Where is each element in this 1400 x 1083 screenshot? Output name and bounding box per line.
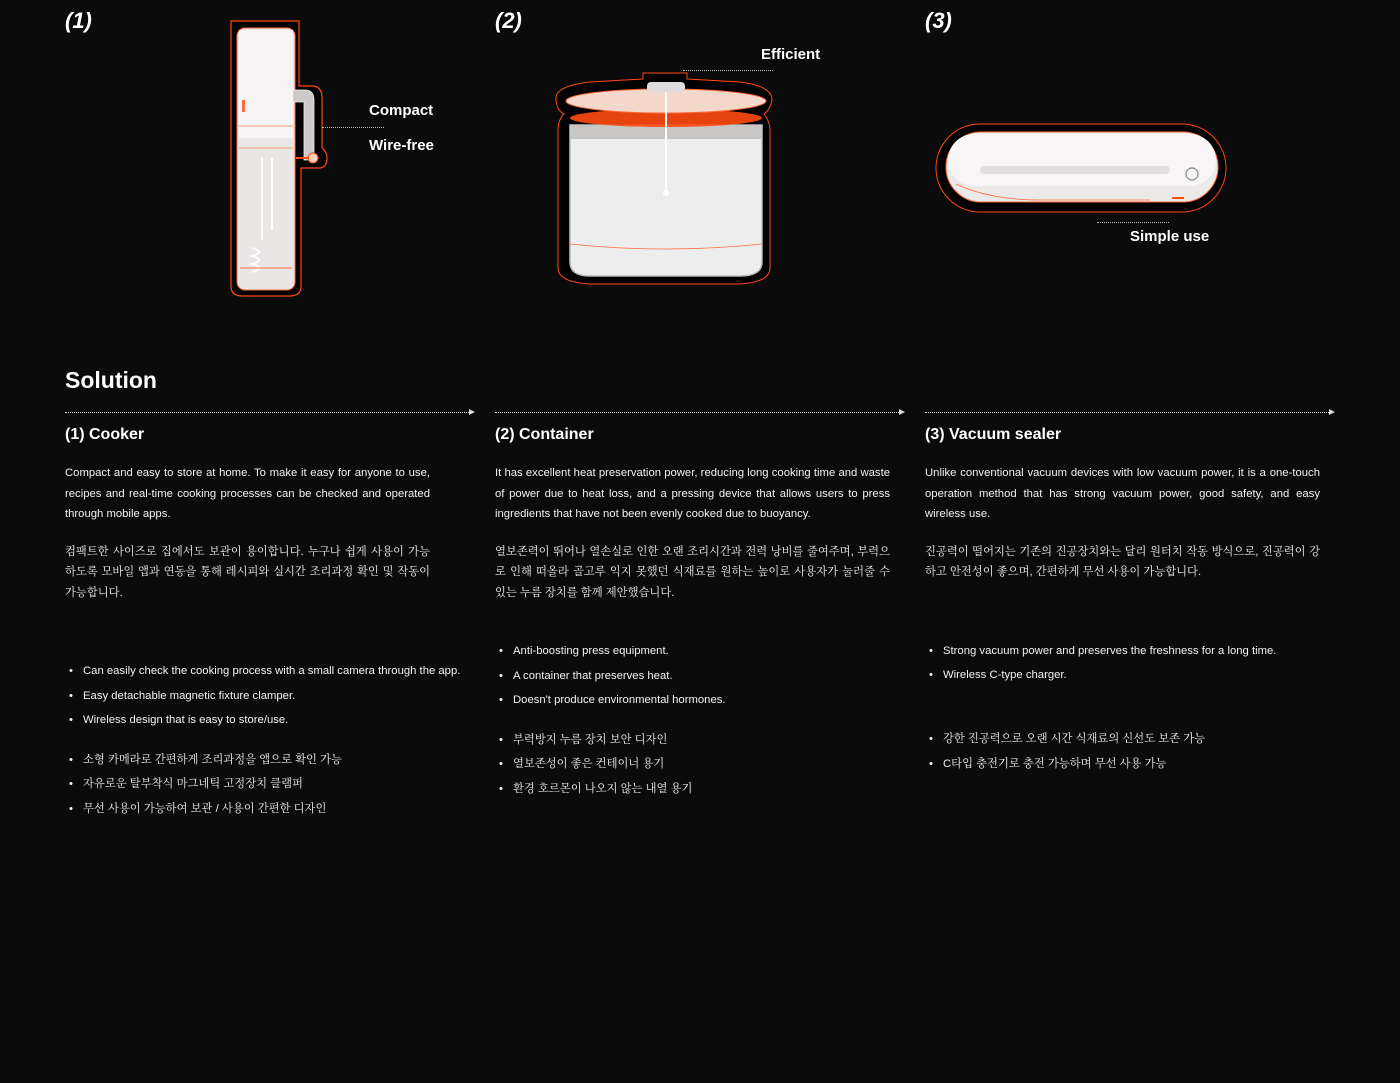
description-en: Unlike conventional vacuum devices with low vacuum power, it is a one-touch operation method that has strong vacuum power, good safety, and easy wireless use. xyxy=(925,467,1320,520)
callout-compact: Compact xyxy=(369,102,434,119)
bullet-list-ko xyxy=(925,727,1335,776)
list-item: • 부력방지 누름 장치 보안 디자인 xyxy=(499,733,668,746)
dotted-arrow-divider xyxy=(495,406,905,416)
bullet-list-ko xyxy=(65,748,475,822)
list-item: • A container that preserves heat. xyxy=(499,669,673,682)
description-ko: 진공력이 떨어지는 기존의 진공장치와는 달리 원터치 작동 방식으로, 진공력이 강하고 안전성이 좋으며, 간편하게 무선 사용이 가능합니다. xyxy=(925,545,1320,578)
dotted-arrow-divider xyxy=(925,406,1335,416)
callout-leader-efficient xyxy=(683,70,773,71)
callout-leader-simple-use xyxy=(1097,222,1169,223)
arrow-head-icon xyxy=(899,409,905,415)
list-item: • Wireless design that is easy to store/use. xyxy=(69,714,289,726)
list-item: • 소형 카메라로 간편하게 조리과정을 앱으로 확인 가능 xyxy=(69,753,342,766)
arrow-head-icon xyxy=(469,409,475,415)
column-heading: (2) Container xyxy=(495,426,594,443)
callout-leader-compact xyxy=(322,127,384,128)
column-heading: (3) Vacuum sealer xyxy=(925,426,1062,443)
list-item: • Doesn't produce environmental hormones. xyxy=(499,694,726,706)
column-heading: (1) Cooker xyxy=(65,426,145,443)
list-item: • Strong vacuum power and preserves the freshness for a long time. xyxy=(929,644,1277,657)
figure-number-3: (3) xyxy=(925,8,952,33)
bullet-list-ko xyxy=(495,728,905,802)
list-item: • 강한 진공력으로 오랜 시간 식재료의 신선도 보존 가능 xyxy=(929,733,1206,745)
solution-column-container xyxy=(495,406,905,801)
list-item: • 자유로운 탈부착식 마그네틱 고정장치 클램퍼 xyxy=(69,778,303,790)
section-title: Solution xyxy=(65,367,157,393)
description-en: Compact and easy to store at home. To make it easy for anyone to use, recipes and real-time cooking processes can be checked and operated through mobile apps. xyxy=(65,467,430,520)
list-item: • 무선 사용이 가능하여 보관 / 사용이 간편한 디자인 xyxy=(69,802,327,815)
description-en: It has excellent heat preservation power, reducing long cooking time and waste of power due to heat loss, and a pressing device that allows users to press ingredients that have not been evenly cooked due to buoyancy. xyxy=(495,467,890,520)
list-item: • Can easily check the cooking process with a small camera through the app. xyxy=(69,665,461,677)
dotted-arrow-divider xyxy=(65,406,475,416)
bullet-list-en xyxy=(925,639,1335,688)
solution-column-cooker xyxy=(65,406,475,821)
callout-efficient: Efficient xyxy=(761,46,821,63)
description-ko: 열보존력이 뛰어나 열손실로 인한 오랜 조리시간과 전력 낭비를 줄여주며, 부력으로 인해 떠올라 골고루 익지 못했던 식재료를 원하는 높이로 사용자가 눌러줄 수 있는 누름 장치를 함께 제안했습니다. xyxy=(495,545,890,599)
bullet-list-en xyxy=(495,639,905,713)
vacuum-sealer-illustration xyxy=(0,0,1,1)
list-item: • Wireless C-type charger. xyxy=(929,669,1067,681)
list-item: • Easy detachable magnetic fixture clamper. xyxy=(69,689,296,702)
list-item: • C타입 충전기로 충전 가능하며 무선 사용 가능 xyxy=(929,757,1167,770)
description-ko: 컴팩트한 사이즈로 집에서도 보관이 용이합니다. 누구나 쉽게 사용이 가능하도록 모바일 앱과 연동을 통해 레시피와 실시간 조리과정 확인 및 작동이 가능합니다. xyxy=(65,545,430,599)
list-item: • 환경 호르몬이 나오지 않는 내열 용기 xyxy=(499,782,693,795)
bullet-list-en xyxy=(65,659,475,733)
figure-number-1: (1) xyxy=(65,8,92,33)
callout-simple-use: Simple use xyxy=(1130,228,1210,245)
solution-column-vacuum-sealer xyxy=(925,406,1335,776)
list-item: • 열보존성이 좋은 컨테이너 용기 xyxy=(499,758,665,770)
callout-wire-free: Wire-free xyxy=(369,137,434,154)
figure-number-2: (2) xyxy=(495,8,522,33)
list-item: • Anti-boosting press equipment. xyxy=(499,645,669,657)
arrow-head-icon xyxy=(1329,409,1335,415)
